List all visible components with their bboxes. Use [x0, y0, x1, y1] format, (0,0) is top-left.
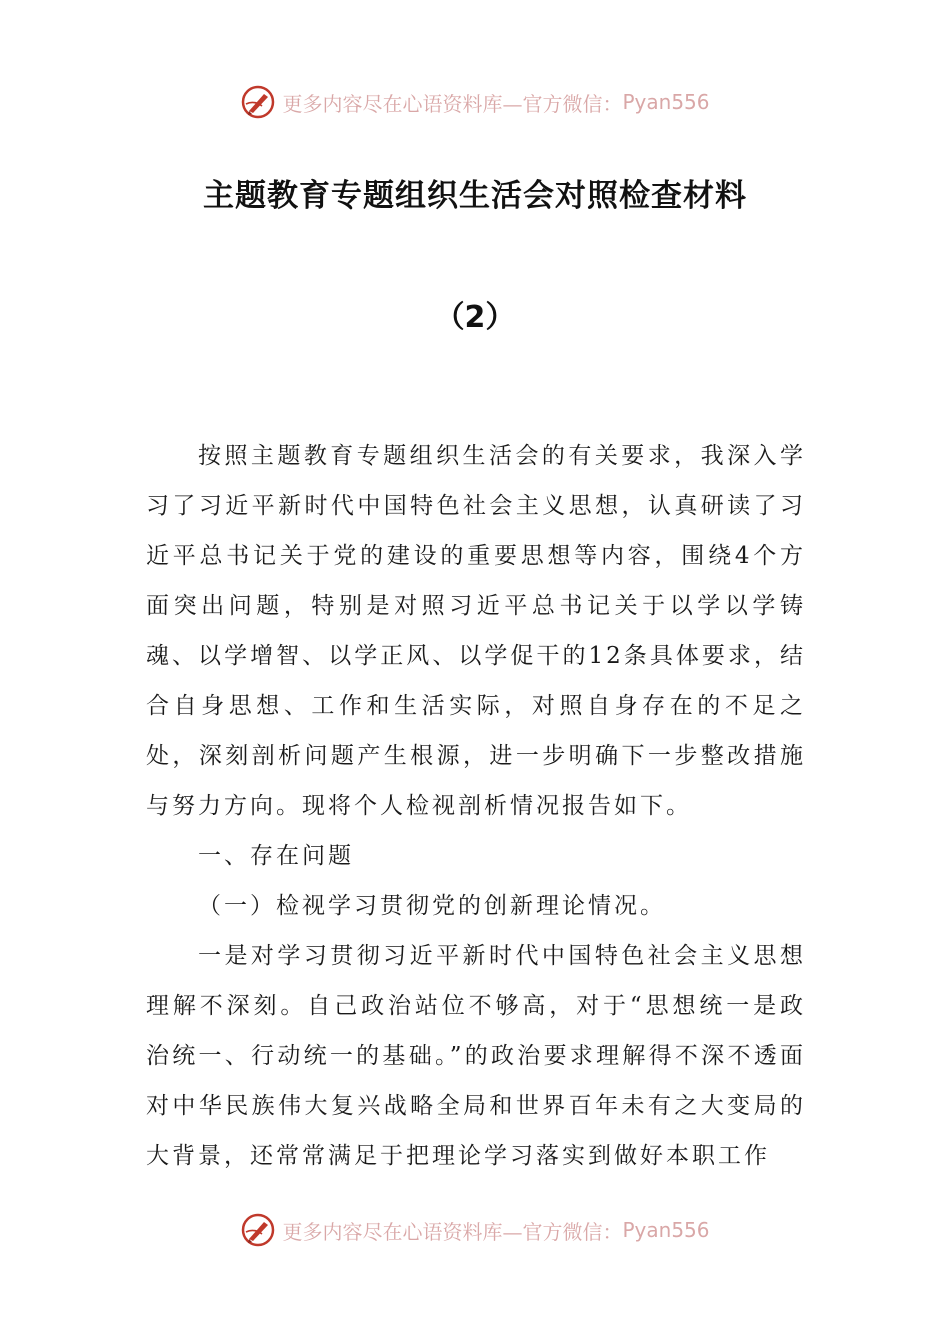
banner-wechat-id: Pyan556 — [622, 90, 710, 114]
section-heading: 一、存在问题 — [198, 843, 354, 869]
subsection-heading: （一）检视学习贯彻党的创新理论情况。 — [198, 893, 666, 919]
banner-text: 更多内容尽在心语资料库—官方微信： — [282, 1219, 623, 1244]
banner-text: 更多内容尽在心语资料库—官方微信： — [282, 91, 623, 116]
header-banner — [0, 80, 950, 124]
footer-banner — [0, 1208, 950, 1252]
banner-wechat-id: Pyan556 — [622, 1218, 710, 1242]
document-title: 主题教育专题组织生活会对照检查材料 — [203, 178, 747, 214]
paragraph-intro: 按照主题教育专题组织生活会的有关要求，我深入学习了习近平新时代中国特色社会主义思想，认真研读了习近平总书记关于党的建设的重要思想等内容，围绕4个方面突出问题，特别是对照习近平总书记关于以学以学铸魂、以学增智、以学正风、以学促干的12条具体要求，结合自身思想、工作和生活实际，对照自身存在的不足之处，深刻剖析问题产生根源，进一步明确下一步整改措施与努力方向。现将个人检视剖析情况报告如下。 — [146, 443, 806, 819]
paragraph-point-one: 一是对学习贯彻习近平新时代中国特色社会主义思想理解不深刻。自己政治站位不够高，对于“思想统一是政治统一、行动统一的基础。”的政治要求理解得不深不透面对中华民族伟大复兴战略全局和世界百年未有之大变局的大背景，还常常满足于把理论学习落实到做好本职工作 — [146, 943, 806, 1169]
document-body — [146, 431, 806, 1181]
pen-logo-icon — [240, 84, 276, 120]
document-subtitle: （2） — [434, 300, 516, 335]
pen-logo-icon — [240, 1212, 276, 1248]
